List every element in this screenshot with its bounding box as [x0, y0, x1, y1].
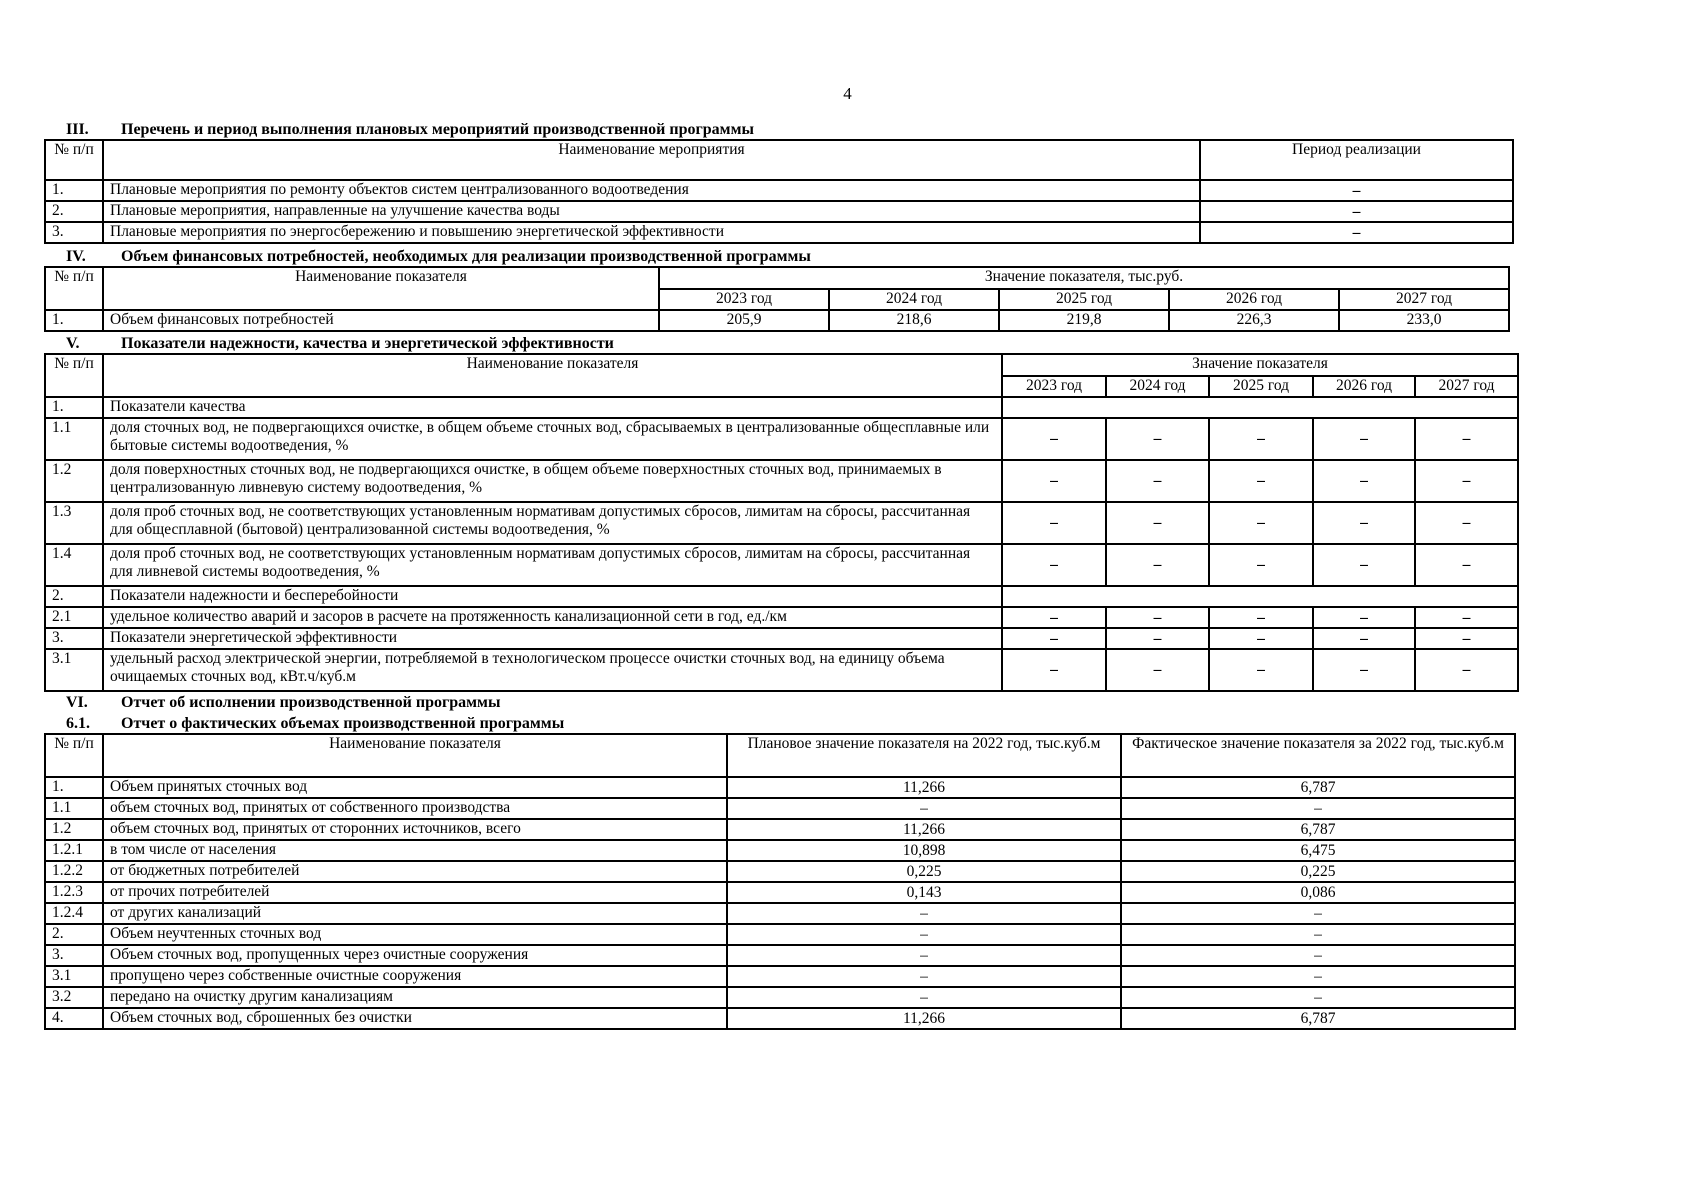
row-value: – [1106, 502, 1209, 544]
row-number: 1.1 [45, 798, 103, 819]
row-name: от других канализаций [103, 903, 727, 924]
table-row [45, 903, 1515, 924]
row-name: Показатели надежности и бесперебойности [103, 586, 1002, 607]
row-name: удельный расход электрической энергии, потребляемой в технологическом процессе очистки сточных вод, на единицу объема очищаемых сточных вод, кВт.ч/куб.м [103, 649, 1002, 691]
row-period: – [1200, 180, 1513, 201]
year-header: 2023 год [1002, 376, 1106, 397]
table-row [45, 397, 1518, 418]
row-number: 3.1 [45, 649, 103, 691]
table-row [45, 777, 1515, 798]
row-value: – [1106, 607, 1209, 628]
year-header: 2026 год [1169, 289, 1339, 310]
section-number: 6.1. [66, 715, 90, 732]
row-number: 3. [45, 222, 103, 243]
row-plan: 11,266 [727, 819, 1121, 840]
table-row [45, 798, 1515, 819]
row-value: – [1209, 460, 1313, 502]
row-name: Показатели энергетической эффективности [103, 628, 1002, 649]
row-fact: – [1121, 903, 1515, 924]
row-value: – [1415, 628, 1518, 649]
table-header-row [45, 734, 1515, 777]
row-value: 218,6 [829, 310, 999, 331]
row-number: 1. [45, 397, 103, 418]
row-name: объем сточных вод, принятых от сторонних источников, всего [103, 819, 727, 840]
row-fact: 6,787 [1121, 819, 1515, 840]
row-value: – [1209, 649, 1313, 691]
row-name: от прочих потребителей [103, 882, 727, 903]
table-row [45, 628, 1518, 649]
row-value: – [1415, 544, 1518, 586]
row-value: – [1415, 649, 1518, 691]
row-name: Объем неучтенных сточных вод [103, 924, 727, 945]
section-4-heading [44, 248, 811, 266]
row-number: 1.2.2 [45, 861, 103, 882]
table-row [45, 460, 1518, 502]
row-value: – [1313, 649, 1415, 691]
row-value: – [1106, 649, 1209, 691]
table-row [45, 222, 1513, 243]
header-name: Наименование показателя [103, 267, 659, 310]
row-name: Показатели качества [103, 397, 1002, 418]
section-title: Показатели надежности, качества и энергетической эффективности [121, 335, 614, 352]
actual-volumes-table [44, 733, 1516, 1030]
row-plan: – [727, 966, 1121, 987]
row-value: 226,3 [1169, 310, 1339, 331]
row-fact: 6,787 [1121, 1008, 1515, 1029]
row-value-empty [1002, 586, 1518, 607]
row-value: 219,8 [999, 310, 1169, 331]
row-value: – [1106, 628, 1209, 649]
table-row [45, 861, 1515, 882]
table-row [45, 180, 1513, 201]
year-header: 2025 год [1209, 376, 1313, 397]
row-name: Объем сточных вод, пропущенных через очистные сооружения [103, 945, 727, 966]
row-number: 1.3 [45, 502, 103, 544]
header-name: Наименование мероприятия [103, 140, 1200, 180]
row-fact: – [1121, 798, 1515, 819]
table-row [45, 649, 1518, 691]
row-number: 1.2.4 [45, 903, 103, 924]
year-header: 2025 год [999, 289, 1169, 310]
table-row [45, 987, 1515, 1008]
table-header-row [45, 354, 1518, 376]
row-value: – [1313, 628, 1415, 649]
row-plan: – [727, 924, 1121, 945]
row-value: – [1415, 460, 1518, 502]
table-row [45, 586, 1518, 607]
section-6-1-heading [44, 715, 564, 733]
row-name: объем сточных вод, принятых от собственного производства [103, 798, 727, 819]
row-value: 233,0 [1339, 310, 1509, 331]
table-header-row [45, 140, 1513, 180]
row-value: – [1002, 544, 1106, 586]
section-number: III. [66, 121, 89, 138]
row-name: доля проб сточных вод, не соответствующих установленным нормативам допустимых сбросов, лимитам на сбросы, рассчитанная для общесплавной (бытовой) централизованной системы водоотведения, % [103, 502, 1002, 544]
row-name: Объем сточных вод, сброшенных без очистки [103, 1008, 727, 1029]
row-name: доля сточных вод, не подвергающихся очистке, в общем объеме сточных вод, сбрасываемых в централизованные общесплавные или бытовые системы водоотведения, % [103, 418, 1002, 460]
section-title: Перечень и период выполнения плановых мероприятий производственной программы [121, 121, 754, 138]
row-number: 1.2.1 [45, 840, 103, 861]
row-value: – [1106, 418, 1209, 460]
row-name: от бюджетных потребителей [103, 861, 727, 882]
row-plan: 0,143 [727, 882, 1121, 903]
header-num: № п/п [45, 267, 103, 310]
row-period: – [1200, 201, 1513, 222]
header-period: Период реализации [1200, 140, 1513, 180]
table-row [45, 1008, 1515, 1029]
row-value: – [1002, 460, 1106, 502]
table-row [45, 201, 1513, 222]
table-row [45, 310, 1509, 331]
row-number: 2. [45, 924, 103, 945]
row-number: 1. [45, 180, 103, 201]
header-value: Значение показателя [1002, 354, 1518, 376]
row-name: Объем принятых сточных вод [103, 777, 727, 798]
row-fact: – [1121, 987, 1515, 1008]
header-name: Наименование показателя [103, 354, 1002, 397]
row-number: 2. [45, 201, 103, 222]
row-name: доля поверхностных сточных вод, не подвергающихся очистке, в общем объеме поверхностных сточных вод, принимаемых в централизованную ливневую систему водоотведения, % [103, 460, 1002, 502]
row-number: 1. [45, 777, 103, 798]
row-number: 2.1 [45, 607, 103, 628]
row-value: – [1313, 460, 1415, 502]
row-value: – [1415, 607, 1518, 628]
row-plan: 11,266 [727, 777, 1121, 798]
section-number: VI. [66, 694, 88, 711]
row-plan: – [727, 987, 1121, 1008]
table-header-row [45, 267, 1509, 289]
section-title: Отчет об исполнении производственной программы [121, 694, 501, 711]
row-number: 3. [45, 628, 103, 649]
row-number: 1.2 [45, 819, 103, 840]
row-value: – [1313, 607, 1415, 628]
row-number: 3.2 [45, 987, 103, 1008]
row-value: – [1415, 502, 1518, 544]
row-value: – [1209, 502, 1313, 544]
row-value: – [1313, 502, 1415, 544]
row-value: – [1209, 418, 1313, 460]
header-num: № п/п [45, 140, 103, 180]
row-fact: – [1121, 966, 1515, 987]
row-fact: – [1121, 924, 1515, 945]
header-num: № п/п [45, 734, 103, 777]
table-row [45, 882, 1515, 903]
year-header: 2026 год [1313, 376, 1415, 397]
row-value: – [1002, 607, 1106, 628]
row-fact: 6,475 [1121, 840, 1515, 861]
page-number: 4 [843, 84, 852, 103]
table-row [45, 840, 1515, 861]
row-period: – [1200, 222, 1513, 243]
row-fact: – [1121, 945, 1515, 966]
financial-needs-table [44, 266, 1510, 332]
header-name: Наименование показателя [103, 734, 727, 777]
row-value: – [1002, 502, 1106, 544]
row-name: Плановые мероприятия по энергосбережению и повышению энергетической эффективности [103, 222, 1200, 243]
year-header: 2024 год [829, 289, 999, 310]
section-3-heading [44, 121, 754, 139]
row-number: 1.2 [45, 460, 103, 502]
row-plan: – [727, 903, 1121, 924]
header-fact: Фактическое значение показателя за 2022 год, тыс.куб.м [1121, 734, 1515, 777]
year-header: 2027 год [1415, 376, 1518, 397]
row-name: Объем финансовых потребностей [103, 310, 659, 331]
row-number: 1.2.3 [45, 882, 103, 903]
activities-table [44, 139, 1514, 244]
section-5-heading [44, 335, 614, 353]
row-name: удельное количество аварий и засоров в расчете на протяженность канализационной сети в год, ед./км [103, 607, 1002, 628]
row-value: – [1313, 544, 1415, 586]
row-value: – [1209, 544, 1313, 586]
row-fact: 0,086 [1121, 882, 1515, 903]
row-name: пропущено через собственные очистные сооружения [103, 966, 727, 987]
row-plan: 11,266 [727, 1008, 1121, 1029]
row-number: 1. [45, 310, 103, 331]
row-number: 3. [45, 945, 103, 966]
row-value: – [1002, 628, 1106, 649]
header-num: № п/п [45, 354, 103, 397]
row-number: 4. [45, 1008, 103, 1029]
row-plan: – [727, 945, 1121, 966]
row-value: – [1209, 628, 1313, 649]
section-title: Объем финансовых потребностей, необходимых для реализации производственной программы [121, 248, 811, 265]
table-row [45, 418, 1518, 460]
row-plan: 10,898 [727, 840, 1121, 861]
row-value: – [1106, 460, 1209, 502]
row-value: – [1415, 418, 1518, 460]
row-number: 1.1 [45, 418, 103, 460]
row-number: 2. [45, 586, 103, 607]
row-plan: – [727, 798, 1121, 819]
table-row [45, 819, 1515, 840]
row-number: 3.1 [45, 966, 103, 987]
row-value: – [1209, 607, 1313, 628]
table-row [45, 544, 1518, 586]
row-value: – [1002, 649, 1106, 691]
quality-indicators-table [44, 353, 1519, 692]
year-header: 2024 год [1106, 376, 1209, 397]
table-row [45, 607, 1518, 628]
row-plan: 0,225 [727, 861, 1121, 882]
header-value: Значение показателя, тыс.руб. [659, 267, 1509, 289]
row-name: Плановые мероприятия по ремонту объектов систем централизованного водоотведения [103, 180, 1200, 201]
row-name: доля проб сточных вод, не соответствующих установленным нормативам допустимых сбросов, лимитам на сбросы, рассчитанная для ливневой системы водоотведения, % [103, 544, 1002, 586]
table-row [45, 966, 1515, 987]
table-row [45, 502, 1518, 544]
section-number: V. [66, 335, 80, 352]
year-header: 2023 год [659, 289, 829, 310]
row-fact: 0,225 [1121, 861, 1515, 882]
section-number: IV. [66, 248, 86, 265]
table-row [45, 945, 1515, 966]
section-6-heading [44, 694, 500, 712]
section-title: Отчет о фактических объемах производственной программы [121, 715, 565, 732]
row-value: – [1313, 418, 1415, 460]
row-number: 1.4 [45, 544, 103, 586]
row-name: Плановые мероприятия, направленные на улучшение качества воды [103, 201, 1200, 222]
header-plan: Плановое значение показателя на 2022 год, тыс.куб.м [727, 734, 1121, 777]
row-value-empty [1002, 397, 1518, 418]
row-name: в том числе от населения [103, 840, 727, 861]
row-value: – [1106, 544, 1209, 586]
table-row [45, 924, 1515, 945]
row-name: передано на очистку другим канализациям [103, 987, 727, 1008]
row-value: 205,9 [659, 310, 829, 331]
row-fact: 6,787 [1121, 777, 1515, 798]
year-header: 2027 год [1339, 289, 1509, 310]
row-value: – [1002, 418, 1106, 460]
